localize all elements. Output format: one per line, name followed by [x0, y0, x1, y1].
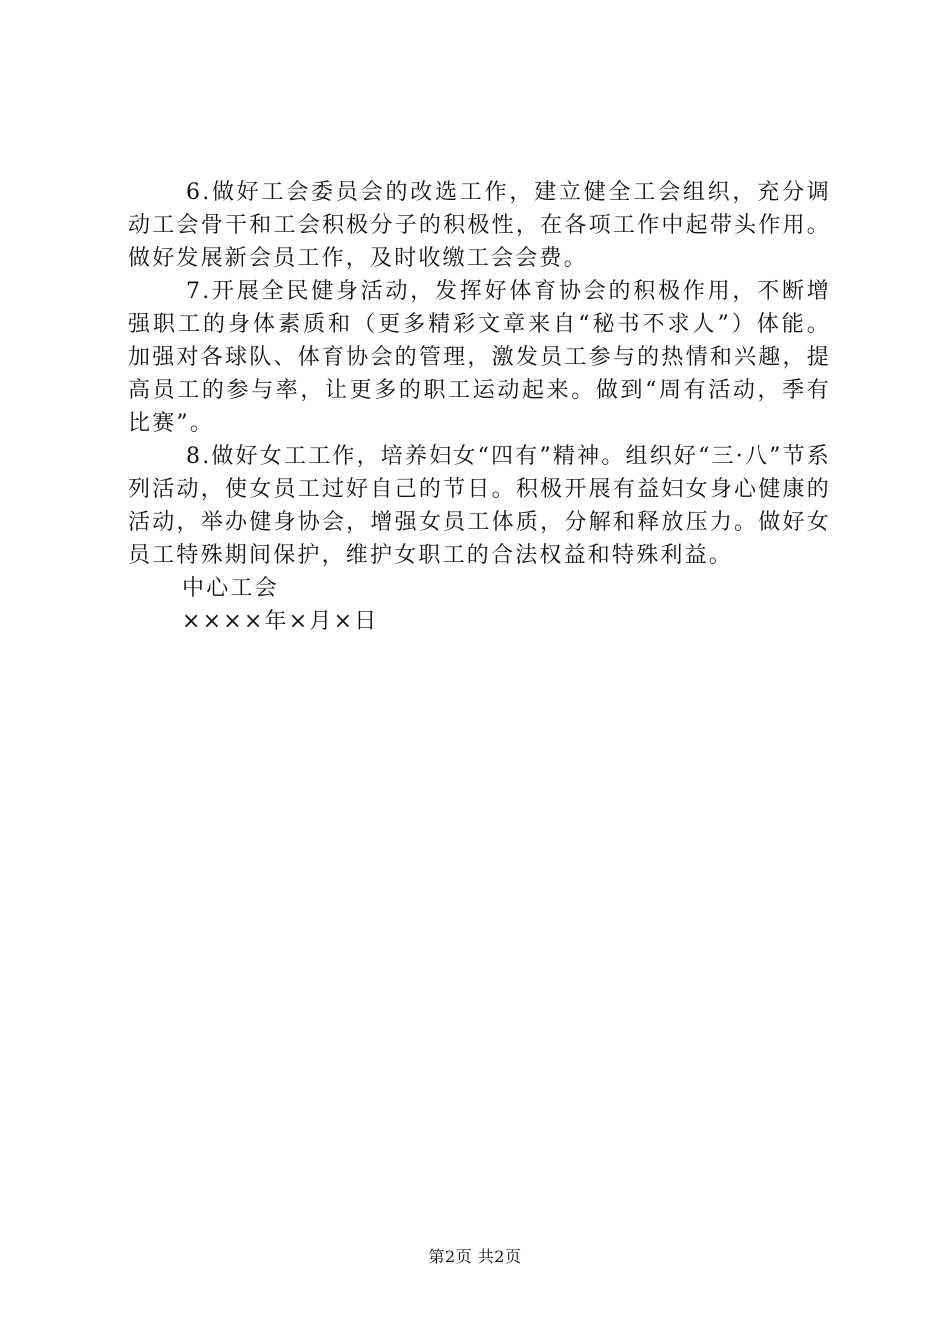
paragraph-item-8: 8.做好女工工作，培养妇女“四有”精神。组织好“三·八”节系列活动，使女员工过好自己的节日。积极开展有益妇女身心健康的活动，举办健身协会，增强女员工体质，分解和释放压力。做好女员工特殊期间保护，维护女职工的合法权益和特殊利益。	[128, 444, 831, 568]
page-footer: 第2页 共2页	[428, 1247, 522, 1266]
document-body	[128, 176, 831, 638]
paragraph-item-6: 6.做好工会委员会的改选工作，建立健全工会组织，充分调动工会骨干和工会积极分子的积极性，在各项工作中起带头作用。做好发展新会员工作，及时收缴工会会费。	[128, 180, 831, 271]
signature-date: ××××年×月×日	[182, 609, 379, 634]
paragraph-item-7: 7.开展全民健身活动，发挥好体育协会的积极作用，不断增强职工的身体素质和（更多精彩文章来自“秘书不求人”）体能。加强对各球队、体育协会的管理，激发员工参与的热情和兴趣，提高员工的参与率，让更多的职工运动起来。做到“周有活动，季有比赛”。	[128, 279, 831, 436]
signature-organization: 中心工会	[182, 576, 279, 601]
